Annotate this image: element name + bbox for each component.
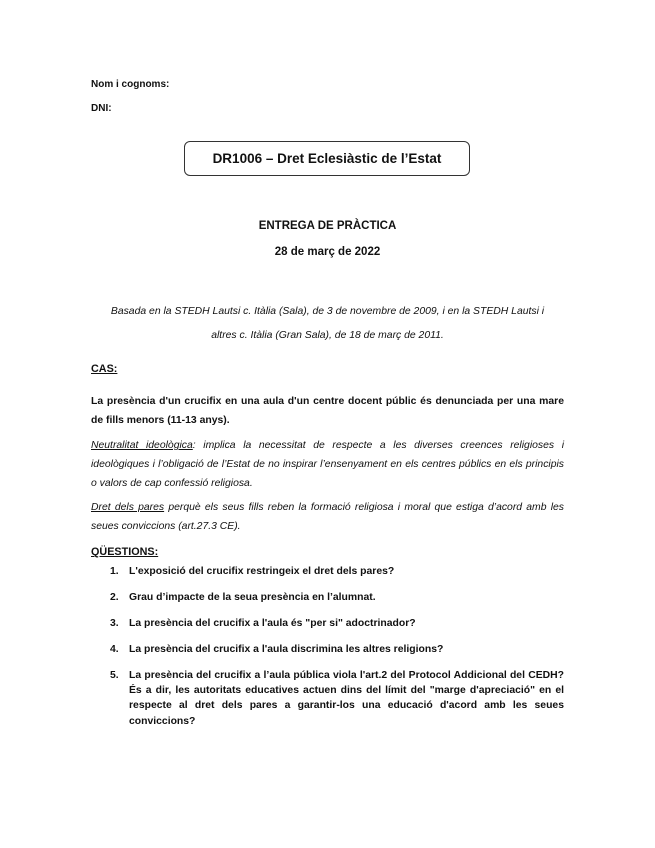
case-heading: CAS: [91, 363, 118, 375]
basis-line-2: altres c. Itàlia (Gran Sala), de 18 de març de 2011. [211, 330, 444, 341]
course-title-box [184, 141, 470, 176]
basis-line-1: Basada en la STEDH Lautsi c. Itàlia (Sala), de 3 de novembre de 2009, i en la STEDH Lautsi i [110, 306, 545, 317]
question-item: 2. Grau d’impacte de la seua presència en l’alumnat. [110, 591, 376, 603]
case-description: La presència d'un crucifix en una aula d'un centre docent públic és denunciada per una mare de fills menors (11-13 anys). [91, 396, 564, 426]
submission-date: 28 de març de 2022 [274, 246, 381, 258]
dni-label: DNI: [91, 103, 112, 114]
questions-list [91, 564, 564, 740]
question-item: 3. La presència del crucifix a l'aula és "per si" adoctrinador? [110, 617, 416, 629]
question-item: 4. La presència del crucifix a l'aula discrimina les altres religions? [110, 643, 444, 655]
parents-text: perquè els seus fills reben la formació religiosa i moral que estiga d’acord amb les seues conviccions (art.27.3 CE). [91, 502, 564, 532]
submission-title: ENTREGA DE PRÀCTICA [258, 220, 397, 232]
neutrality-term: Neutralitat ideològica [91, 440, 193, 451]
neutrality-text: : implica la necessitat de respecte a les diverses creences religioses i ideològiques i l’obligació de l’Estat de no inspirar l’ensenyament en els centres públics en els principis o valors de cap confessió religiosa. [91, 440, 564, 489]
question-item: 5. La presència del crucifix a l’aula pública viola l'art.2 del Protocol Addicional del CEDH? És a dir, les autoritats educatives actuen dins del límit del "marge d'apreciació" en el respecte al dret dels pares a garantir-los una educació d'acord amb les seues conviccions? [110, 669, 564, 727]
questions-heading: QÜESTIONS: [91, 546, 159, 558]
question-item: 1. L'exposició del crucifix restringeix el dret dels pares? [110, 566, 395, 577]
parents-right-paragraph [91, 498, 564, 536]
neutrality-paragraph [91, 436, 564, 493]
name-label: Nom i cognoms: [91, 79, 170, 90]
parents-term: Dret dels pares [91, 502, 165, 513]
course-title: DR1006 – Dret Eclesiàstic de l’Estat [212, 151, 442, 166]
